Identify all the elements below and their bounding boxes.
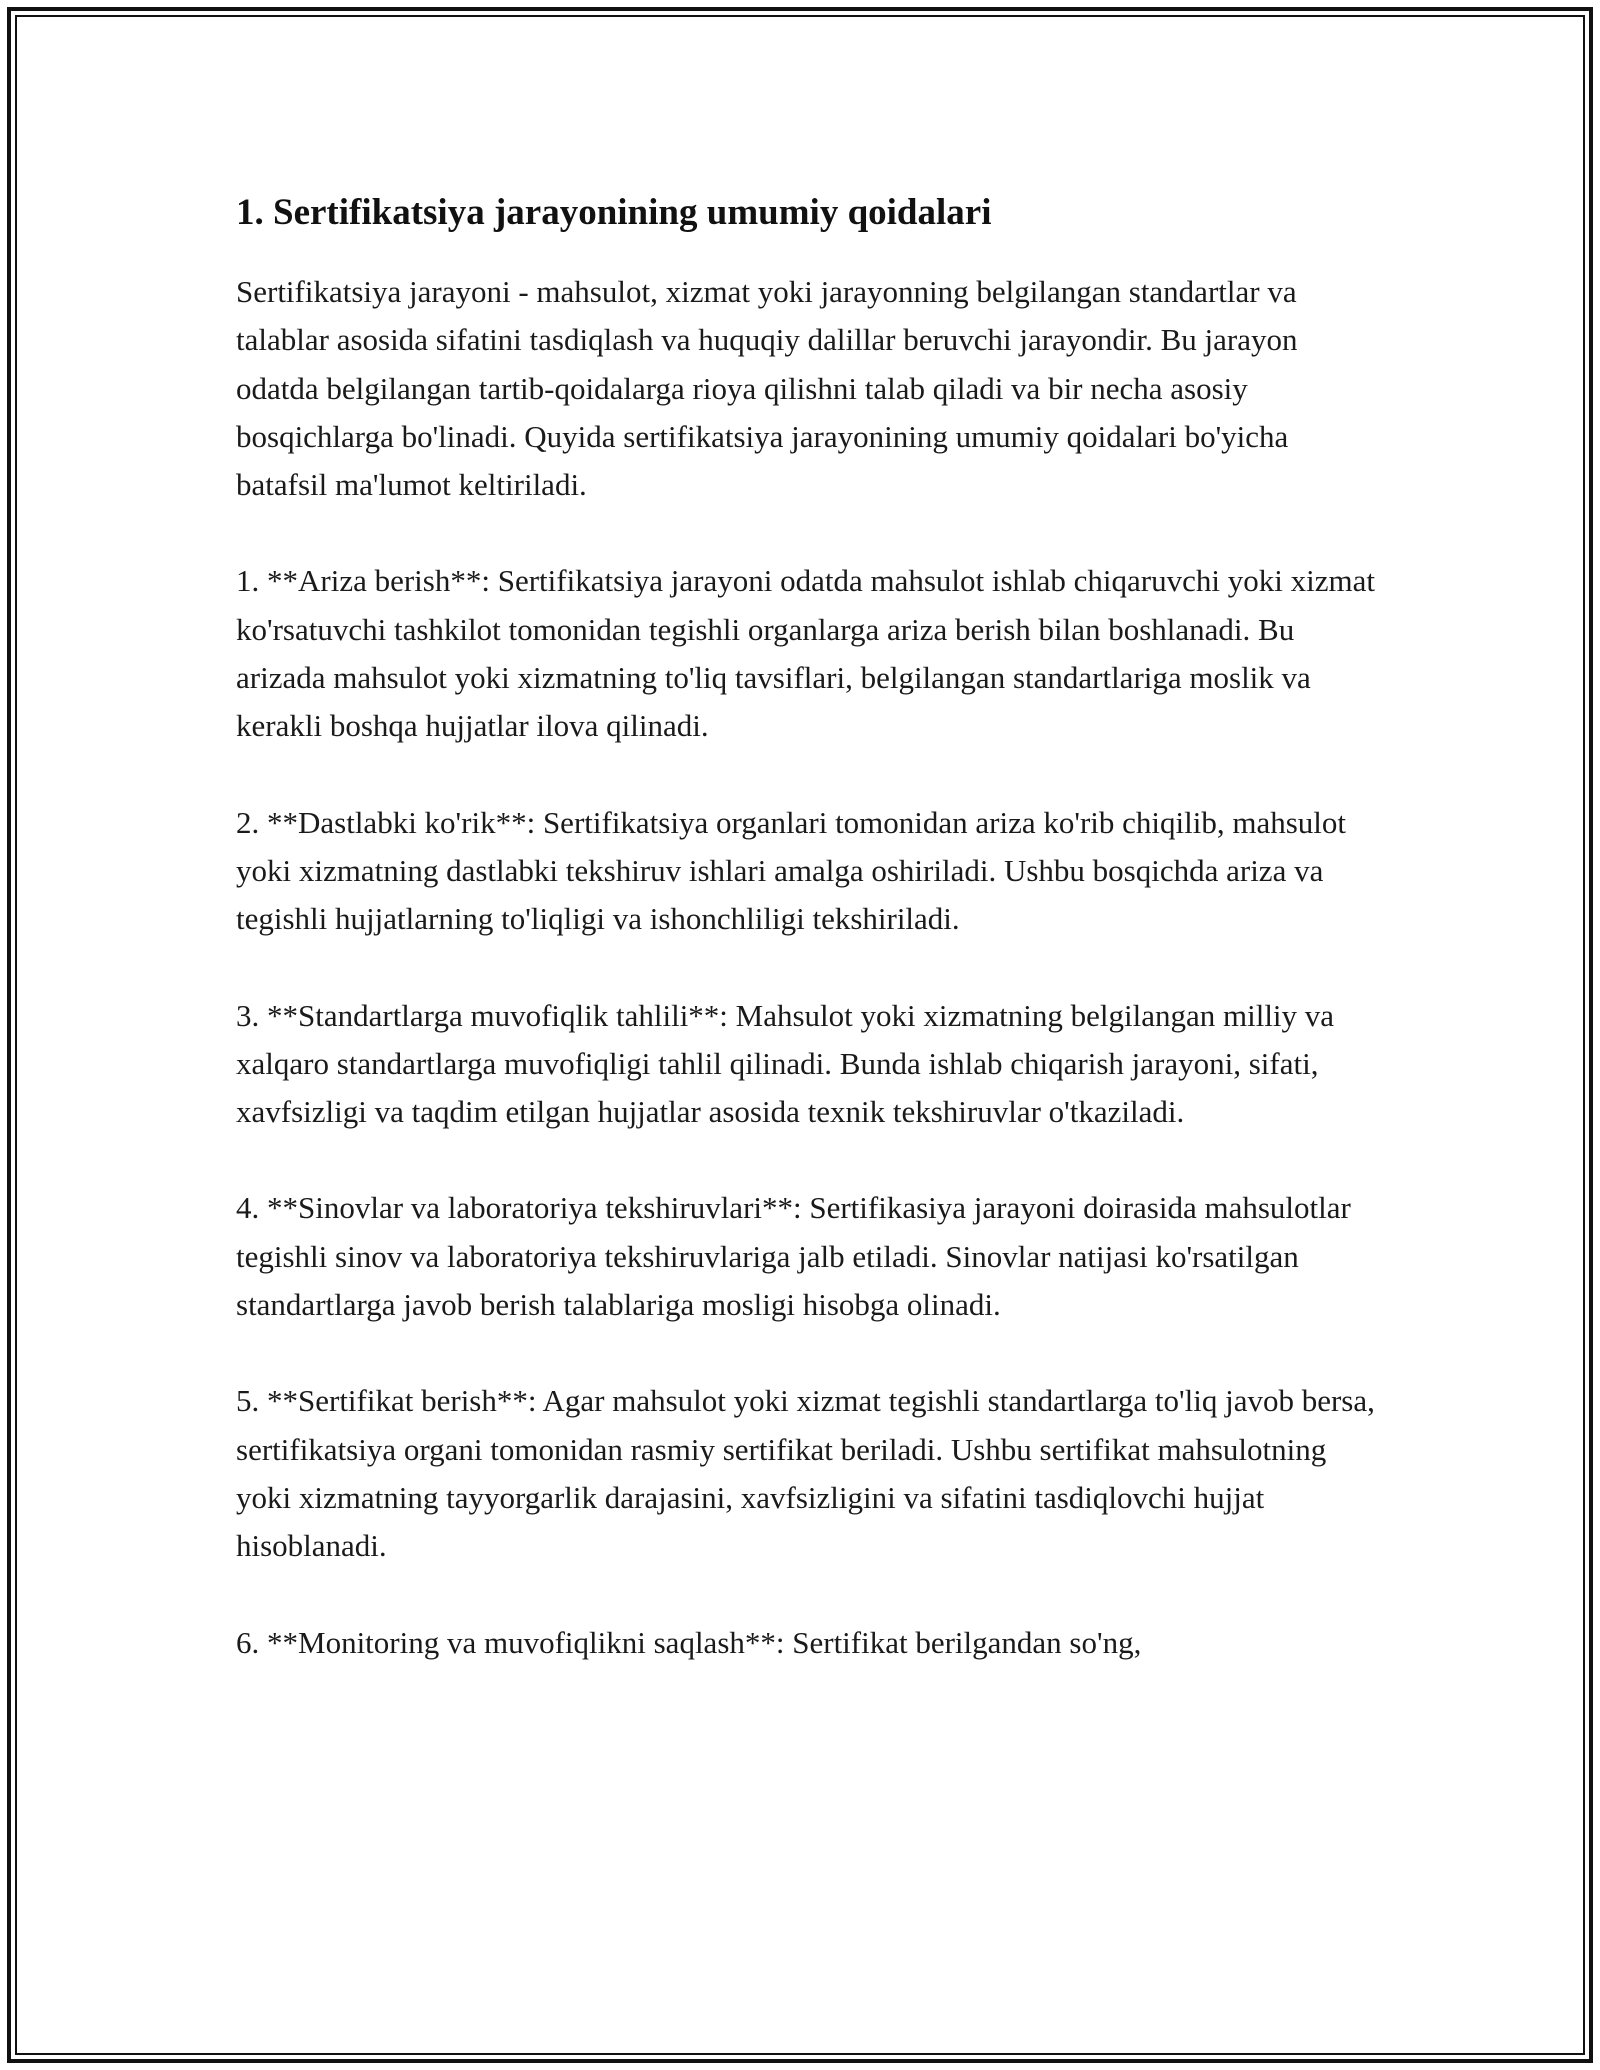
step-4-paragraph: 4. **Sinovlar va laboratoriya tekshiruvlari**: Sertifikasiya jarayoni doirasida mahsulotlar tegishli sinov va laboratoriya tekshiruvlariga jalb etiladi. Sinovlar natijasi ko'rsatilgan standartlarga javob berish talablariga mosligi hisobga olinadi. <box>236 1190 1351 1323</box>
document-body <box>236 186 1376 1715</box>
step-6-paragraph: 6. **Monitoring va muvofiqlikni saqlash**: Sertifikat berilgandan so'ng, <box>236 1624 1142 1660</box>
intro-paragraph: Sertifikatsiya jarayoni - mahsulot, xizmat yoki jarayonning belgilangan standartlar va talablar asosida sifatini tasdiqlash va huquqiy dalillar beruvchi jarayondir. Bu jarayon odatda belgilangan tartib-qoidalarga rioya qilishni talab qiladi va bir necha asosiy bosqichlarga bo'linadi. Quyida sertifikatsiya jarayonining umumiy qoidalari bo'yicha batafsil ma'lumot keltiriladi. <box>236 274 1298 503</box>
step-1-paragraph: 1. **Ariza berish**: Sertifikatsiya jarayoni odatda mahsulot ishlab chiqaruvchi yoki xizmat ko'rsatuvchi tashkilot tomonidan tegishli organlarga ariza berish bilan boshlanadi. Bu arizada mahsulot yoki xizmatning to'liq tavsiflari, belgilangan standartlariga moslik va kerakli boshqa hujjatlar ilova qilinadi. <box>236 563 1375 744</box>
section-heading: 1. Sertifikatsiya jarayonining umumiy qoidalari <box>236 192 992 233</box>
step-2-paragraph: 2. **Dastlabki ko'rik**: Sertifikatsiya organlari tomonidan ariza ko'rib chiqilib, mahsulot yoki xizmatning dastlabki tekshiruv ishlari amalga oshiriladi. Ushbu bosqichda ariza va tegishli hujjatlarning to'liqligi va ishonchliligi tekshiriladi. <box>236 804 1347 937</box>
step-3-paragraph: 3. **Standartlarga muvofiqlik tahlili**: Mahsulot yoki xizmatning belgilangan milliy va xalqaro standartlarga muvofiqligi tahlil qilinadi. Bunda ishlab chiqarish jarayoni, sifati, xavfsizligi va taqdim etilgan hujjatlar asosida texnik tekshiruvlar o'tkaziladi. <box>236 997 1335 1130</box>
step-5-paragraph: 5. **Sertifikat berish**: Agar mahsulot yoki xizmat tegishli standartlarga to'liq javob bersa, sertifikatsiya organi tomonidan rasmiy sertifikat beriladi. Ushbu sertifikat mahsulotning yoki xizmatning tayyorgarlik darajasini, xavfsizligini va sifatini tasdiqlovchi hujjat hisoblanadi. <box>236 1383 1375 1564</box>
